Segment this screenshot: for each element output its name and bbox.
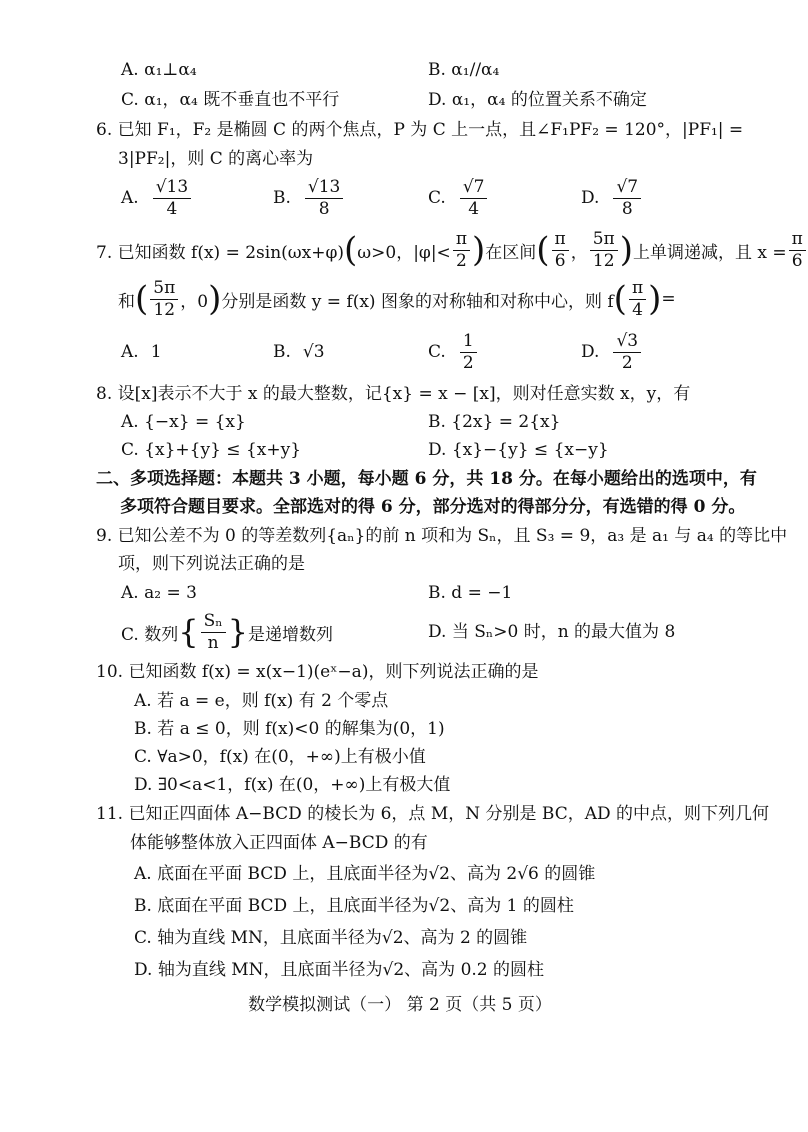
- q10-option-a: A. 若 a = e，则 f(x) 有 2 个零点: [134, 691, 389, 711]
- q5-option-a: A. α₁⊥α₄: [121, 60, 197, 80]
- q7-frac-pi-6-den: 6: [554, 250, 566, 271]
- q8-stem: 8. 设[x]表示不大于 x 的最大整数，记{x} = x − [x]，则对任意实数 x，y，有: [96, 384, 691, 404]
- q9-option-b: B. d = −1: [428, 583, 513, 603]
- q6-option-b-num: √13: [305, 178, 343, 199]
- q6-option-c-den: 4: [468, 198, 480, 219]
- section2-heading-line1: 二、多项选择题：本题共 3 小题，每小题 6 分，共 18 分。在每小题给出的选项中，有: [96, 469, 757, 489]
- q7-part1: 7. 已知函数 f(x) = 2sin(ωx+φ): [96, 242, 345, 263]
- q6-option-c-fraction: [460, 178, 488, 218]
- q6-option-d: [581, 178, 643, 218]
- section2-heading-line2: 多项符合题目要求。全部选对的得 6 分，部分选对的得部分分，有选错的得 0 分。: [120, 497, 746, 517]
- q11-option-c: C. 轴为直线 MN，且底面半径为√2、高为 2 的圆锥: [134, 928, 528, 948]
- q6-option-b-label: B.: [273, 188, 291, 209]
- q7-option-a-value: 1: [150, 342, 162, 362]
- q6-option-a-num: √13: [153, 178, 191, 199]
- q10-option-c: C. ∀a>0，f(x) 在(0，+∞)上有极小值: [134, 747, 426, 767]
- q7-part2: ω>0，|φ|<: [357, 242, 451, 263]
- q9-option-a: A. a₂ = 3: [121, 583, 197, 603]
- q7-frac-5pi-12-den: 12: [592, 250, 615, 271]
- q7-option-d-fraction: [613, 332, 641, 372]
- q7-option-c-num: 1: [460, 332, 477, 353]
- q7-option-a: [121, 342, 162, 362]
- q7-option-a-label: A.: [121, 342, 139, 362]
- q7-paren-open: (: [344, 230, 358, 270]
- q7-interval-open: (: [536, 230, 550, 270]
- q7-option-d-den: 2: [621, 352, 633, 373]
- q9-brace-close: }: [227, 613, 248, 651]
- q6-option-d-fraction: [613, 178, 641, 218]
- q7-frac-5pi-12-b-num: 5π: [150, 279, 178, 300]
- q7-option-c-den: 2: [462, 352, 474, 373]
- q7-option-d-label: D.: [581, 342, 600, 363]
- q7-option-c: [428, 332, 479, 372]
- q6-option-d-num: √7: [613, 178, 641, 199]
- q7-option-c-label: C.: [428, 342, 446, 363]
- q7-frac-x-pi-6-den: 6: [791, 250, 803, 271]
- q7-frac-5pi-12-b-den: 12: [153, 299, 176, 320]
- q7-line2-c: 分别是函数 y = f(x) 图象的对称轴和对称中心，则 f: [221, 291, 614, 312]
- q9-option-c-den: n: [207, 632, 219, 653]
- q7-option-d-num: √3: [613, 332, 641, 353]
- q8-option-c: C. {x}+{y} ≤ {x+y}: [121, 440, 302, 460]
- q6-option-a-label: A.: [121, 188, 139, 209]
- q7-line2-b: ，0: [180, 291, 209, 312]
- q7-paren-close: ): [472, 230, 486, 270]
- q6-stem-line2: 3|PF₂|，则 C 的离心率为: [118, 149, 314, 169]
- q7-interval-close: ): [619, 230, 633, 270]
- q7-part4: 上单调递减，且 x =: [632, 242, 787, 263]
- q7-point-close: ): [208, 279, 222, 319]
- q9-option-c-num: Sₙ: [201, 612, 226, 633]
- q7-frac-x-pi-6: [789, 230, 806, 270]
- q9-brace-open: {: [178, 613, 199, 651]
- q5-option-c: C. α₁，α₄ 既不垂直也不平行: [121, 90, 340, 110]
- q7-option-b-label: B.: [273, 342, 291, 362]
- q6-option-c-num: √7: [460, 178, 488, 199]
- q7-point-open: (: [135, 279, 149, 319]
- q7-option-b: [273, 342, 325, 362]
- q8-option-a: A. {−x} = {x}: [121, 412, 246, 432]
- q6-option-a: [121, 178, 193, 218]
- q6-option-d-label: D.: [581, 188, 600, 209]
- q9-stem-line1: 9. 已知公差不为 0 的等差数列{aₙ}的前 n 项和为 Sₙ，且 S₃ = 9，a₃ 是 a₁ 与 a₄ 的等比中: [96, 526, 788, 546]
- q6-option-c: [428, 178, 489, 218]
- q7-interval-comma: ，: [570, 242, 588, 263]
- q7-frac-5pi-12: [590, 230, 618, 270]
- q7-frac-pi-2-den: 2: [455, 250, 467, 271]
- q9-stem-line2: 项，则下列说法正确的是: [118, 554, 305, 574]
- q11-option-a: A. 底面在平面 BCD 上，且底面半径为√2、高为 2√6 的圆锥: [134, 864, 596, 884]
- q7-f-close: ): [648, 279, 662, 319]
- q7-stem-line1: [96, 230, 808, 270]
- q7-line2-a: 和: [118, 291, 135, 312]
- q10-option-d: D. ∃0<a<1，f(x) 在(0，+∞)上有极大值: [134, 775, 451, 795]
- q7-eq: =: [661, 289, 676, 309]
- q10-stem: 10. 已知函数 f(x) = x(x−1)(eˣ−a)，则下列说法正确的是: [96, 662, 539, 682]
- q7-part3: 在区间: [485, 242, 537, 263]
- q9-option-d: D. 当 Sₙ>0 时，n 的最大值为 8: [428, 622, 676, 642]
- q8-option-b: B. {2x} = 2{x}: [428, 412, 561, 432]
- q5-option-b: B. α₁//α₄: [428, 60, 500, 80]
- q6-option-c-label: C.: [428, 188, 446, 209]
- q7-frac-pi-4: [629, 279, 646, 319]
- q7-f-open: (: [613, 279, 627, 319]
- q11-stem-line2: 体能够整体放入正四面体 A−BCD 的有: [130, 833, 428, 853]
- q11-option-b: B. 底面在平面 BCD 上，且底面半径为√2、高为 1 的圆柱: [134, 896, 574, 916]
- q7-frac-pi-2: [453, 230, 470, 270]
- q7-option-c-fraction: [460, 332, 477, 372]
- q7-frac-5pi-12-num: 5π: [590, 230, 618, 251]
- q9-option-c: [121, 612, 333, 652]
- q7-frac-pi-4-den: 4: [632, 299, 643, 320]
- q7-frac-pi-2-num: π: [453, 230, 470, 251]
- q11-stem-line1: 11. 已知正四面体 A−BCD 的棱长为 6，点 M，N 分别是 BC，AD 的中点，则下列几何: [96, 804, 770, 824]
- q9-option-c-fraction: [201, 612, 226, 652]
- q7-frac-pi-4-num: π: [629, 279, 646, 300]
- q7-frac-pi-6: [552, 230, 569, 270]
- q10-option-b: B. 若 a ≤ 0，则 f(x)<0 的解集为(0，1): [134, 719, 445, 739]
- q6-stem-line1: 6. 已知 F₁，F₂ 是椭圆 C 的两个焦点，P 为 C 上一点，且∠F₁PF₂ = 120°，|PF₁| =: [96, 120, 744, 140]
- q7-frac-5pi-12-b: [150, 279, 178, 319]
- q7-frac-pi-6-num: π: [552, 230, 569, 251]
- q7-option-b-value: √3: [302, 342, 325, 362]
- q6-option-b-den: 8: [318, 198, 330, 219]
- q6-option-b-fraction: [305, 178, 343, 218]
- q7-frac-x-pi-6-num: π: [789, 230, 806, 251]
- q6-option-b: [273, 178, 345, 218]
- q7-stem-line2: [118, 279, 676, 319]
- page-footer: 数学模拟测试（一） 第 2 页（共 5 页）: [248, 995, 552, 1015]
- q9-option-c-pre: C. 数列: [121, 624, 179, 645]
- q9-option-c-post: 是递增数列: [247, 624, 333, 645]
- q6-option-a-den: 4: [166, 198, 178, 219]
- q6-option-a-fraction: [153, 178, 191, 218]
- q7-option-d: [581, 332, 643, 372]
- q6-option-d-den: 8: [621, 198, 633, 219]
- q8-option-d: D. {x}−{y} ≤ {x−y}: [428, 440, 609, 460]
- q11-option-d: D. 轴为直线 MN，且底面半径为√2、高为 0.2 的圆柱: [134, 960, 545, 980]
- q5-option-d: D. α₁，α₄ 的位置关系不确定: [428, 90, 647, 110]
